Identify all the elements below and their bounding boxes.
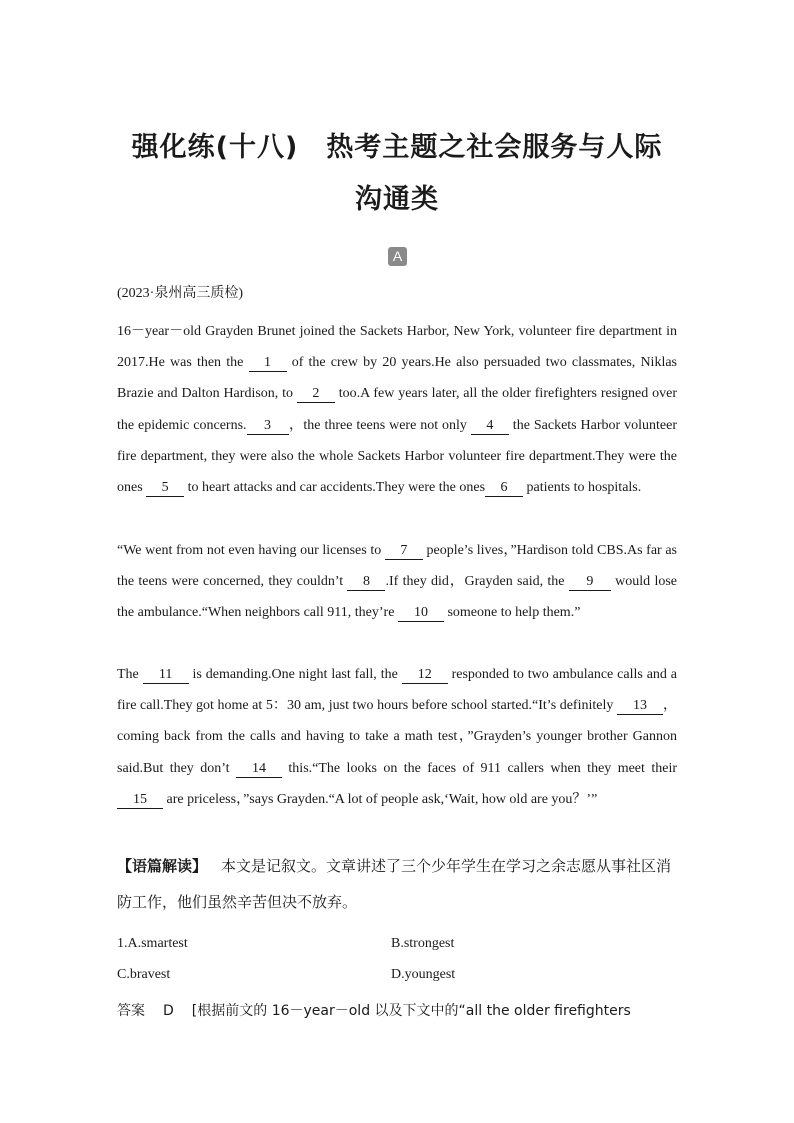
section-badge: A xyxy=(388,247,407,266)
blank-15: 15 xyxy=(117,791,163,809)
passage-paragraph-2 xyxy=(117,535,677,629)
passage-text: .If they did，Grayden said, the xyxy=(385,574,569,590)
blank-8: 8 xyxy=(347,573,385,591)
passage-text: the Sackets Harbor volunteer fire department, they were also the whole Sackets Harbor volunteer fire department.They were the ones xyxy=(117,417,678,496)
page-title: 强化练(十八) 热考主题之社会服务与人际 xyxy=(131,132,663,163)
passage-text: too.A few years later, all the older firefighters resigned over the epidemic concerns. xyxy=(117,386,678,433)
blank-1: 1 xyxy=(249,354,287,372)
blank-10: 10 xyxy=(398,604,444,622)
answer-explanation: [根据前文的 16－year－old 以及下文中的“all the older firefighters xyxy=(191,1003,631,1019)
passage-paragraph-3 xyxy=(117,659,677,815)
blank-3: 3 xyxy=(247,417,289,435)
passage-text: ， coming back from the calls and having to take a math test，”Grayden’s younger brother Gannon said.But they don’t xyxy=(117,698,678,776)
passage-text: to heart attacks and car accidents.They were the ones xyxy=(184,480,486,496)
blank-4: 4 xyxy=(471,417,509,435)
passage-paragraph-1 xyxy=(117,316,677,503)
passage-text: this.“The looks on the faces of 911 callers when they meet their xyxy=(281,760,677,776)
passage-text: “We went from not even having our licenses to xyxy=(117,543,385,558)
page-title-line2: 沟通类 xyxy=(355,184,439,215)
passage-text: someone to help them.” xyxy=(443,605,581,621)
passage-explanation xyxy=(117,848,677,920)
passage-text: is demanding.One night last fall, the xyxy=(188,667,402,682)
option-d: D.youngest xyxy=(391,967,456,982)
passage-text: The xyxy=(117,667,143,682)
passage-text: patients to hospitals. xyxy=(523,480,642,496)
passage-text: are priceless，”says Grayden.“A lot of people ask,‘Wait, how old are you？’” xyxy=(163,791,598,807)
explanation-tag: 【语篇解读】 xyxy=(117,857,208,875)
blank-2: 2 xyxy=(297,385,335,403)
blank-9: 9 xyxy=(569,573,611,591)
blank-12: 12 xyxy=(402,666,448,684)
blank-6: 6 xyxy=(485,479,523,497)
blank-13: 13 xyxy=(617,697,663,715)
passage-text: ，the three teens were not only xyxy=(288,417,471,433)
blank-5: 5 xyxy=(146,479,184,497)
blank-11: 11 xyxy=(143,666,189,684)
option-b: B.strongest xyxy=(391,936,455,951)
passage-text: responded to two ambulance calls and a fire call.They got home at 5：30 am, just two hours before school started.“It’s definitely xyxy=(117,667,678,714)
answer-label: 答案 xyxy=(117,1003,145,1019)
blank-7: 7 xyxy=(385,542,423,560)
passage-text: of the crew by 20 years.He also persuaded two classmates, Niklas Brazie and Dalton Hardison, to xyxy=(117,355,677,402)
blank-14: 14 xyxy=(236,760,282,778)
answer-line xyxy=(117,1000,677,1020)
option-a: 1.A.smartest xyxy=(117,936,188,951)
passage-text: 16－year－old Grayden Brunet joined the Sackets Harbor, New York, volunteer fire department in 2017.He was then the xyxy=(117,324,677,371)
explanation-text: 本文是记叙文。文章讲述了三个少年学生在学习之余志愿从事社区消防工作，他们虽然辛苦但决不放弃。 xyxy=(117,857,672,911)
option-c: C.bravest xyxy=(117,967,171,982)
answer-letter: D xyxy=(163,1003,174,1019)
passage-text: would lose the ambulance.“When neighbors call 911, they’re xyxy=(117,574,678,621)
source-note: (2023·泉州高三质检) xyxy=(117,286,243,301)
passage-text: people’s lives，”Hardison told CBS.As far as the teens were concerned, they couldn’t xyxy=(117,543,677,590)
